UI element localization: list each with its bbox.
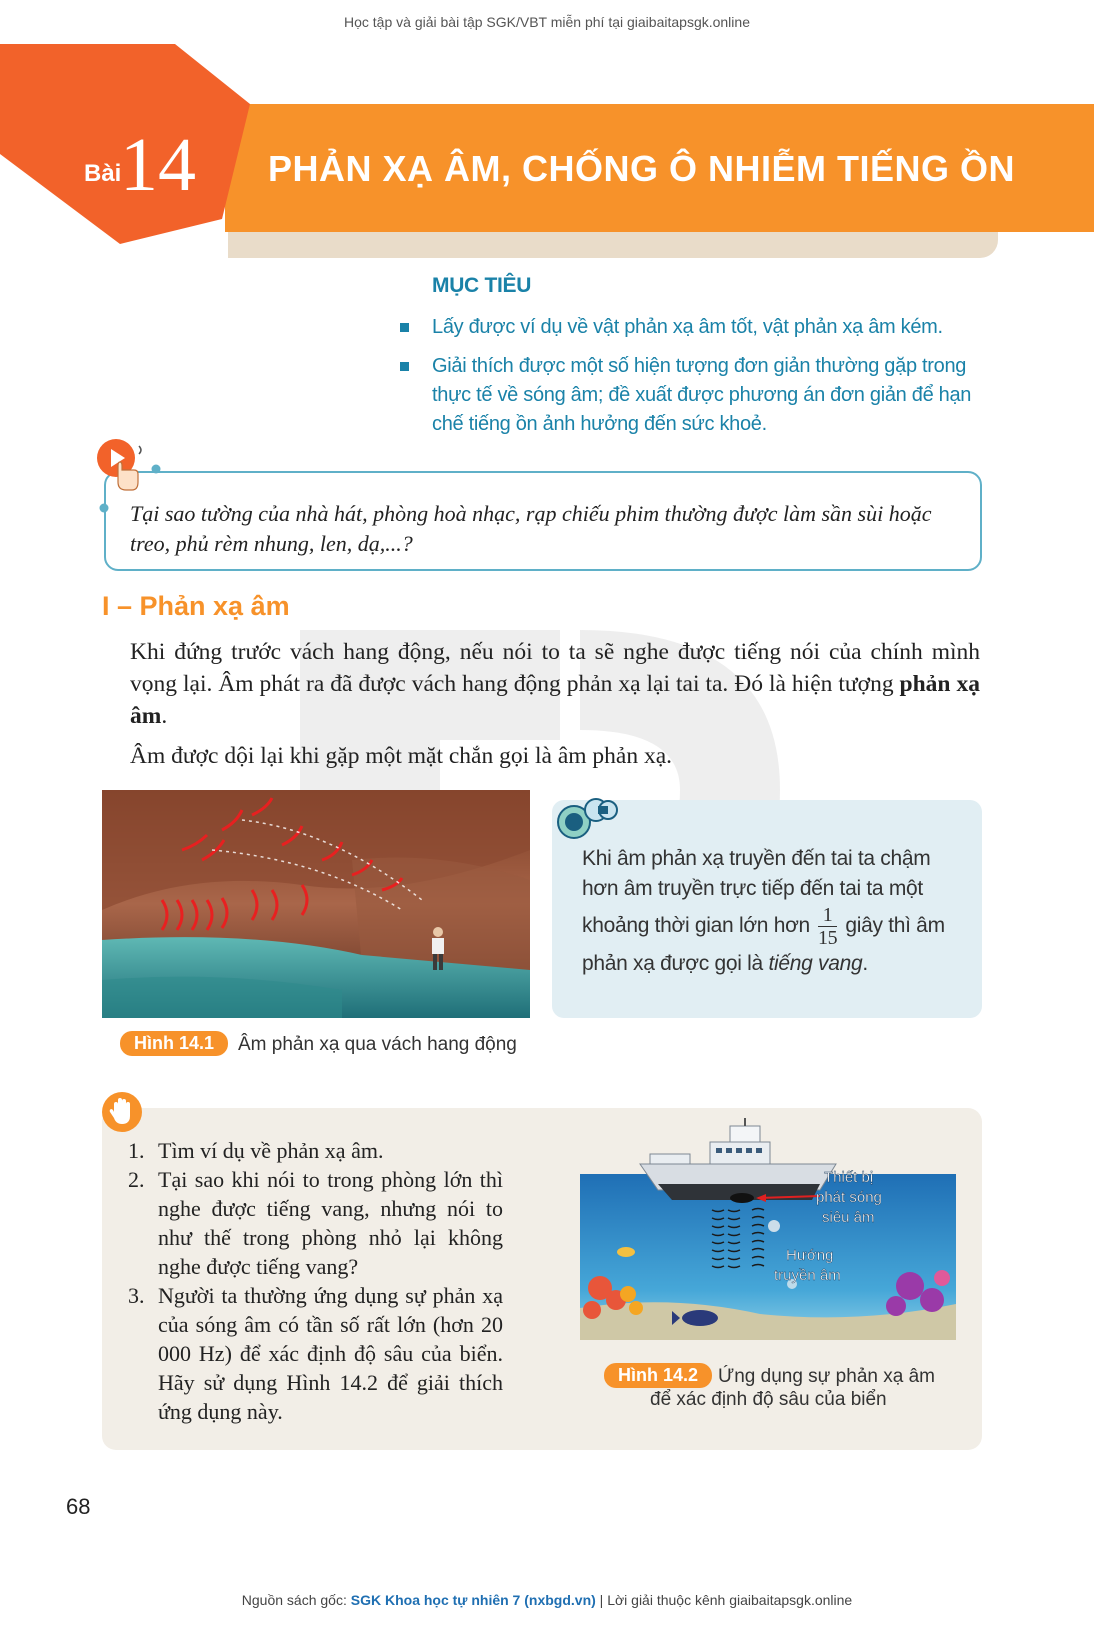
paragraph-text: Khi đứng trước vách hang động, nếu nói to ta sẽ nghe được tiếng nói của chính mình vọng lại. Âm phát ra đã được vách hang động phản xạ lại tai ta. Đó là hiện tượng [130, 639, 980, 697]
lesson-word: Bài [84, 160, 122, 187]
bottom-note [0, 1592, 1094, 1608]
play-hand-icon [92, 436, 152, 496]
key-term: phản xạ âm [130, 671, 980, 729]
ship-sonar-illustration [580, 1118, 956, 1340]
objective-text: Lấy được ví dụ về vật phản xạ âm tốt, vật phản xạ âm kém. [432, 316, 943, 338]
direction-label-line: Hướng [786, 1247, 834, 1264]
lesson-title: PHẢN XẠ ÂM, CHỐNG Ô NHIỄM TIẾNG ỒN [268, 148, 1016, 189]
bottom-note-prefix: Nguồn sách gốc: [241, 1592, 351, 1608]
item-text: Tìm ví dụ về phản xạ âm. [158, 1138, 384, 1163]
section-heading: I – Phản xạ âm [102, 591, 290, 621]
objective-item [400, 313, 990, 342]
device-label-line: siêu âm [822, 1209, 875, 1226]
figure-caption: Ứng dụng sự phản xạ âm [718, 1366, 935, 1387]
device-label-line: phát sóng [816, 1189, 882, 1206]
objective-item [400, 352, 990, 439]
figure-label: Hình 14.1 [120, 1031, 228, 1056]
fraction-numerator: 1 [818, 904, 837, 927]
question-box-dot [150, 463, 162, 475]
raised-hand-icon [100, 1090, 144, 1134]
paragraph [130, 636, 980, 732]
direction-label-line: truyền âm [774, 1267, 841, 1284]
info-text-part: giây thì âm phản xạ được gọi là [582, 914, 945, 975]
list-item [128, 1281, 503, 1426]
opening-question: Tại sao tường của nhà hát, phòng hoà nhạc, rạp chiếu phim thường được làm sần sùi hoặc treo, phủ rèm nhung, len, dạ,...? [130, 501, 932, 556]
device-label-line: Thiết bị [824, 1169, 874, 1186]
info-text-part: Khi âm phản xạ truyền đến tai ta chậm hơn âm truyền trực tiếp đến tai ta một khoảng thời gian lớn hơn [582, 847, 931, 938]
info-text-end: . [862, 952, 868, 975]
fraction-denominator: 15 [817, 927, 838, 949]
objectives-title: MỤC TIÊU [432, 274, 532, 297]
figure-label: Hình 14.2 [604, 1363, 712, 1388]
figure-caption: Âm phản xạ qua vách hang động [238, 1034, 517, 1055]
list-item [128, 1136, 503, 1165]
figure-caption: để xác định độ sâu của biển [650, 1389, 887, 1410]
header-shadow [228, 232, 998, 258]
objective-text: Giải thích được một số hiện tượng đơn giản thường gặp trong thực tế về sóng âm; đề xuất được phương án đơn giản để hạn chế tiếng ồn ảnh hưởng đến sức khoẻ. [432, 355, 972, 435]
bottom-note-suffix: | Lời giải thuộc kênh giaibaitapsgk.online [595, 1592, 853, 1608]
key-term: tiếng vang [768, 952, 863, 975]
activity-list [128, 1136, 503, 1426]
item-number: 3. [128, 1283, 145, 1308]
lesson-number: 14 [120, 123, 196, 207]
item-number: 2. [128, 1167, 145, 1192]
definition-paragraph: Âm được dội lại khi gặp một mặt chắn gọi là âm phản xạ. [130, 743, 673, 769]
list-item [128, 1165, 503, 1281]
page-number: 68 [66, 1494, 91, 1519]
item-number: 1. [128, 1138, 145, 1163]
item-text: Người ta thường ứng dụng sự phản xạ của sóng âm có tần số rất lớn (hơn 20 000 Hz) để xác định độ sâu của biển. Hãy sử dụng Hình 14.2 để giải thích ứng dụng này. [158, 1283, 503, 1424]
top-note: Học tập và giải bài tập SGK/VBT miễn phí tại giaibaitapsgk.online [344, 14, 750, 30]
bullet-square-icon [400, 362, 409, 371]
paragraph-end: . [161, 703, 168, 729]
fraction [818, 904, 837, 949]
question-box-dot [98, 502, 110, 514]
source-link[interactable]: SGK Khoa học tự nhiên 7 (nxbgd.vn) [350, 1592, 596, 1608]
bullet-square-icon [400, 323, 409, 332]
item-text: Tại sao khi nói to trong phòng lớn thì nghe được tiếng vang, nhưng nói to như thế trong phòng nhỏ lại không nghe được tiếng vang? [158, 1167, 503, 1279]
cave-illustration [102, 790, 530, 1018]
binoculars-icon [556, 794, 618, 840]
info-text [582, 844, 962, 979]
